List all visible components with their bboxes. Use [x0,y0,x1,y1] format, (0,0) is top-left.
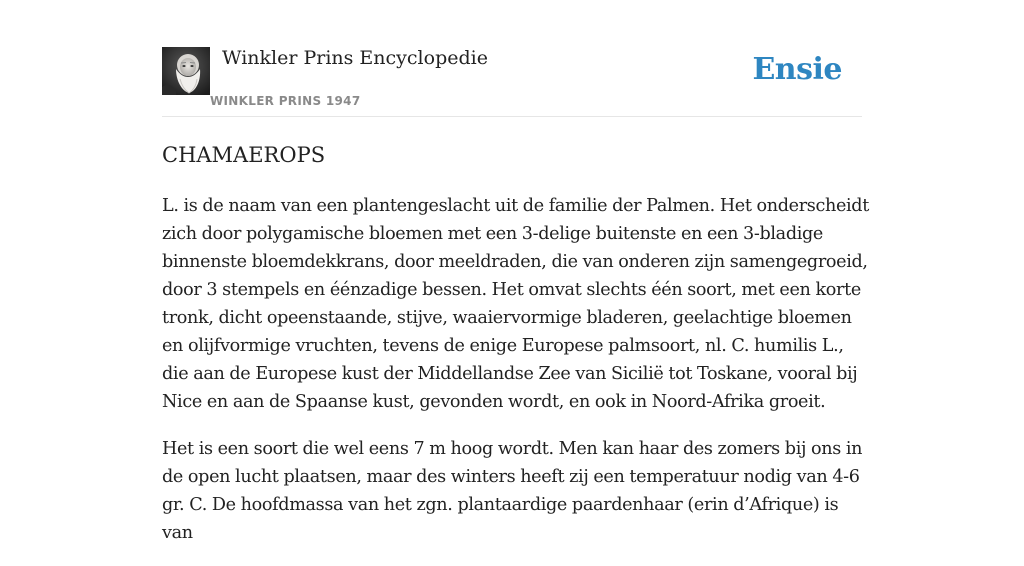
article-paragraph-2: Het is een soort die wel eens 7 m hoog wordt. Men kan haar des zomers bij ons in de open lucht plaatsen, maar des winters heeft zij een temperatuur nodig van 4-6 gr. C. De hoofdmassa van het zgn. plantaardige paardenhaar (erin d’Afrique) is van [162,439,863,543]
site-title[interactable]: Winkler Prins Encyclopedie [222,47,488,69]
ensie-logo[interactable]: Ensie [752,52,842,87]
site-header [162,46,862,117]
bearded-man-portrait-icon[interactable] [162,47,210,95]
edition-label[interactable]: WINKLER PRINS 1947 [210,94,361,108]
article-title: CHAMAEROPS [162,143,326,167]
article-paragraph-1: L. is de naam van een plantengeslacht uit de familie der Palmen. Het onderscheidt zich door polygamische bloemen met een 3-delige buitenste en een 3-bladige binnenste bloemdekkrans, door meeldraden, die van onderen zijn samengegroeid, door 3 stempels en éénzadige bessen. Het omvat slechts één soort, met een korte tronk, dicht opeenstaande, stijve, waaiervormige bladeren, geelachtige bloemen en olijfvormige vruchten, tevens de enige Europese palmsoort, nl. C. humilis L., die aan de Europese kust der Middellandse Zee van Sicilië tot Toskane, vooral bij Nice en aan de Spaanse kust, gevonden wordt, en ook in Noord-Afrika groeit. [162,196,869,412]
article-body [162,192,872,566]
